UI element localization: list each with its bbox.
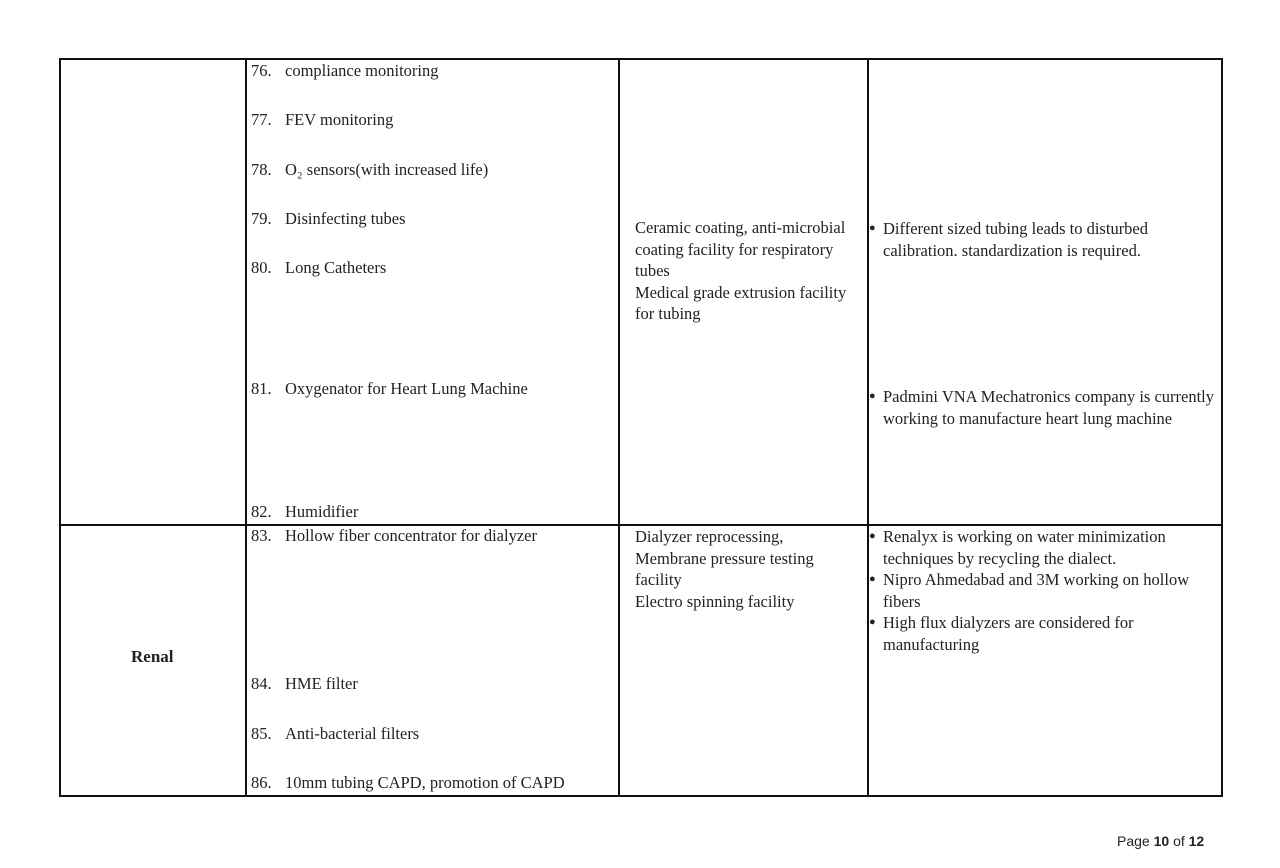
column-divider-2	[618, 58, 620, 797]
facility-text: Ceramic coating, anti-microbial coating facility for respiratory tubes	[635, 218, 846, 280]
remarks-cell	[869, 386, 1215, 429]
list-item: 78. O₂ sensors(with increased life)	[251, 160, 489, 179]
list-item: 80. Long Catheters	[251, 258, 387, 277]
list-item: 76. compliance monitoring	[251, 61, 439, 80]
facilities-cell	[635, 217, 863, 325]
table-border-bottom	[59, 795, 1223, 797]
list-item: 83. Hollow fiber concentrator for dialyzer	[251, 526, 537, 545]
table-border-left	[59, 58, 61, 797]
table-border-right	[1221, 58, 1223, 797]
facility-text: Medical grade extrusion facility for tubing	[635, 282, 847, 323]
remark-bullet: ● Renalyx is working on water minimization techniques by recycling the dialect.	[869, 526, 1215, 569]
facility-text: Membrane pressure testing facility	[635, 548, 814, 589]
facility-text: Electro spinning facility	[635, 591, 795, 611]
list-item: 86. 10mm tubing CAPD, promotion of CAPD	[251, 773, 565, 792]
remarks-cell	[869, 218, 1215, 261]
list-item: 82. Humidifier	[251, 502, 359, 521]
list-item: 84. HME filter	[251, 674, 358, 693]
remark-bullet: ● Different sized tubing leads to disturbed calibration. standardization is required.	[869, 218, 1215, 261]
list-item: 81. Oxygenator for Heart Lung Machine	[251, 379, 528, 398]
facilities-cell	[635, 526, 855, 612]
list-item: 85. Anti-bacterial filters	[251, 724, 420, 743]
remarks-cell	[869, 526, 1215, 655]
column-divider-1	[245, 58, 247, 797]
category-label: Renal	[131, 647, 174, 666]
remark-bullet: ● Padmini VNA Mechatronics company is currently working to manufacture heart lung machine	[869, 386, 1215, 429]
remark-bullet: ● High flux dialyzers are considered for manufacturing	[869, 612, 1215, 655]
facility-text: Dialyzer reprocessing,	[635, 527, 784, 546]
list-item: 77. FEV monitoring	[251, 110, 394, 129]
remark-bullet: ● Nipro Ahmedabad and 3M working on hollow fibers	[869, 569, 1215, 612]
table-border-top	[59, 58, 1223, 60]
list-item: 79. Disinfecting tubes	[251, 209, 406, 228]
page-number: Page 10 of 12	[1117, 833, 1205, 849]
document-table	[59, 58, 1223, 797]
